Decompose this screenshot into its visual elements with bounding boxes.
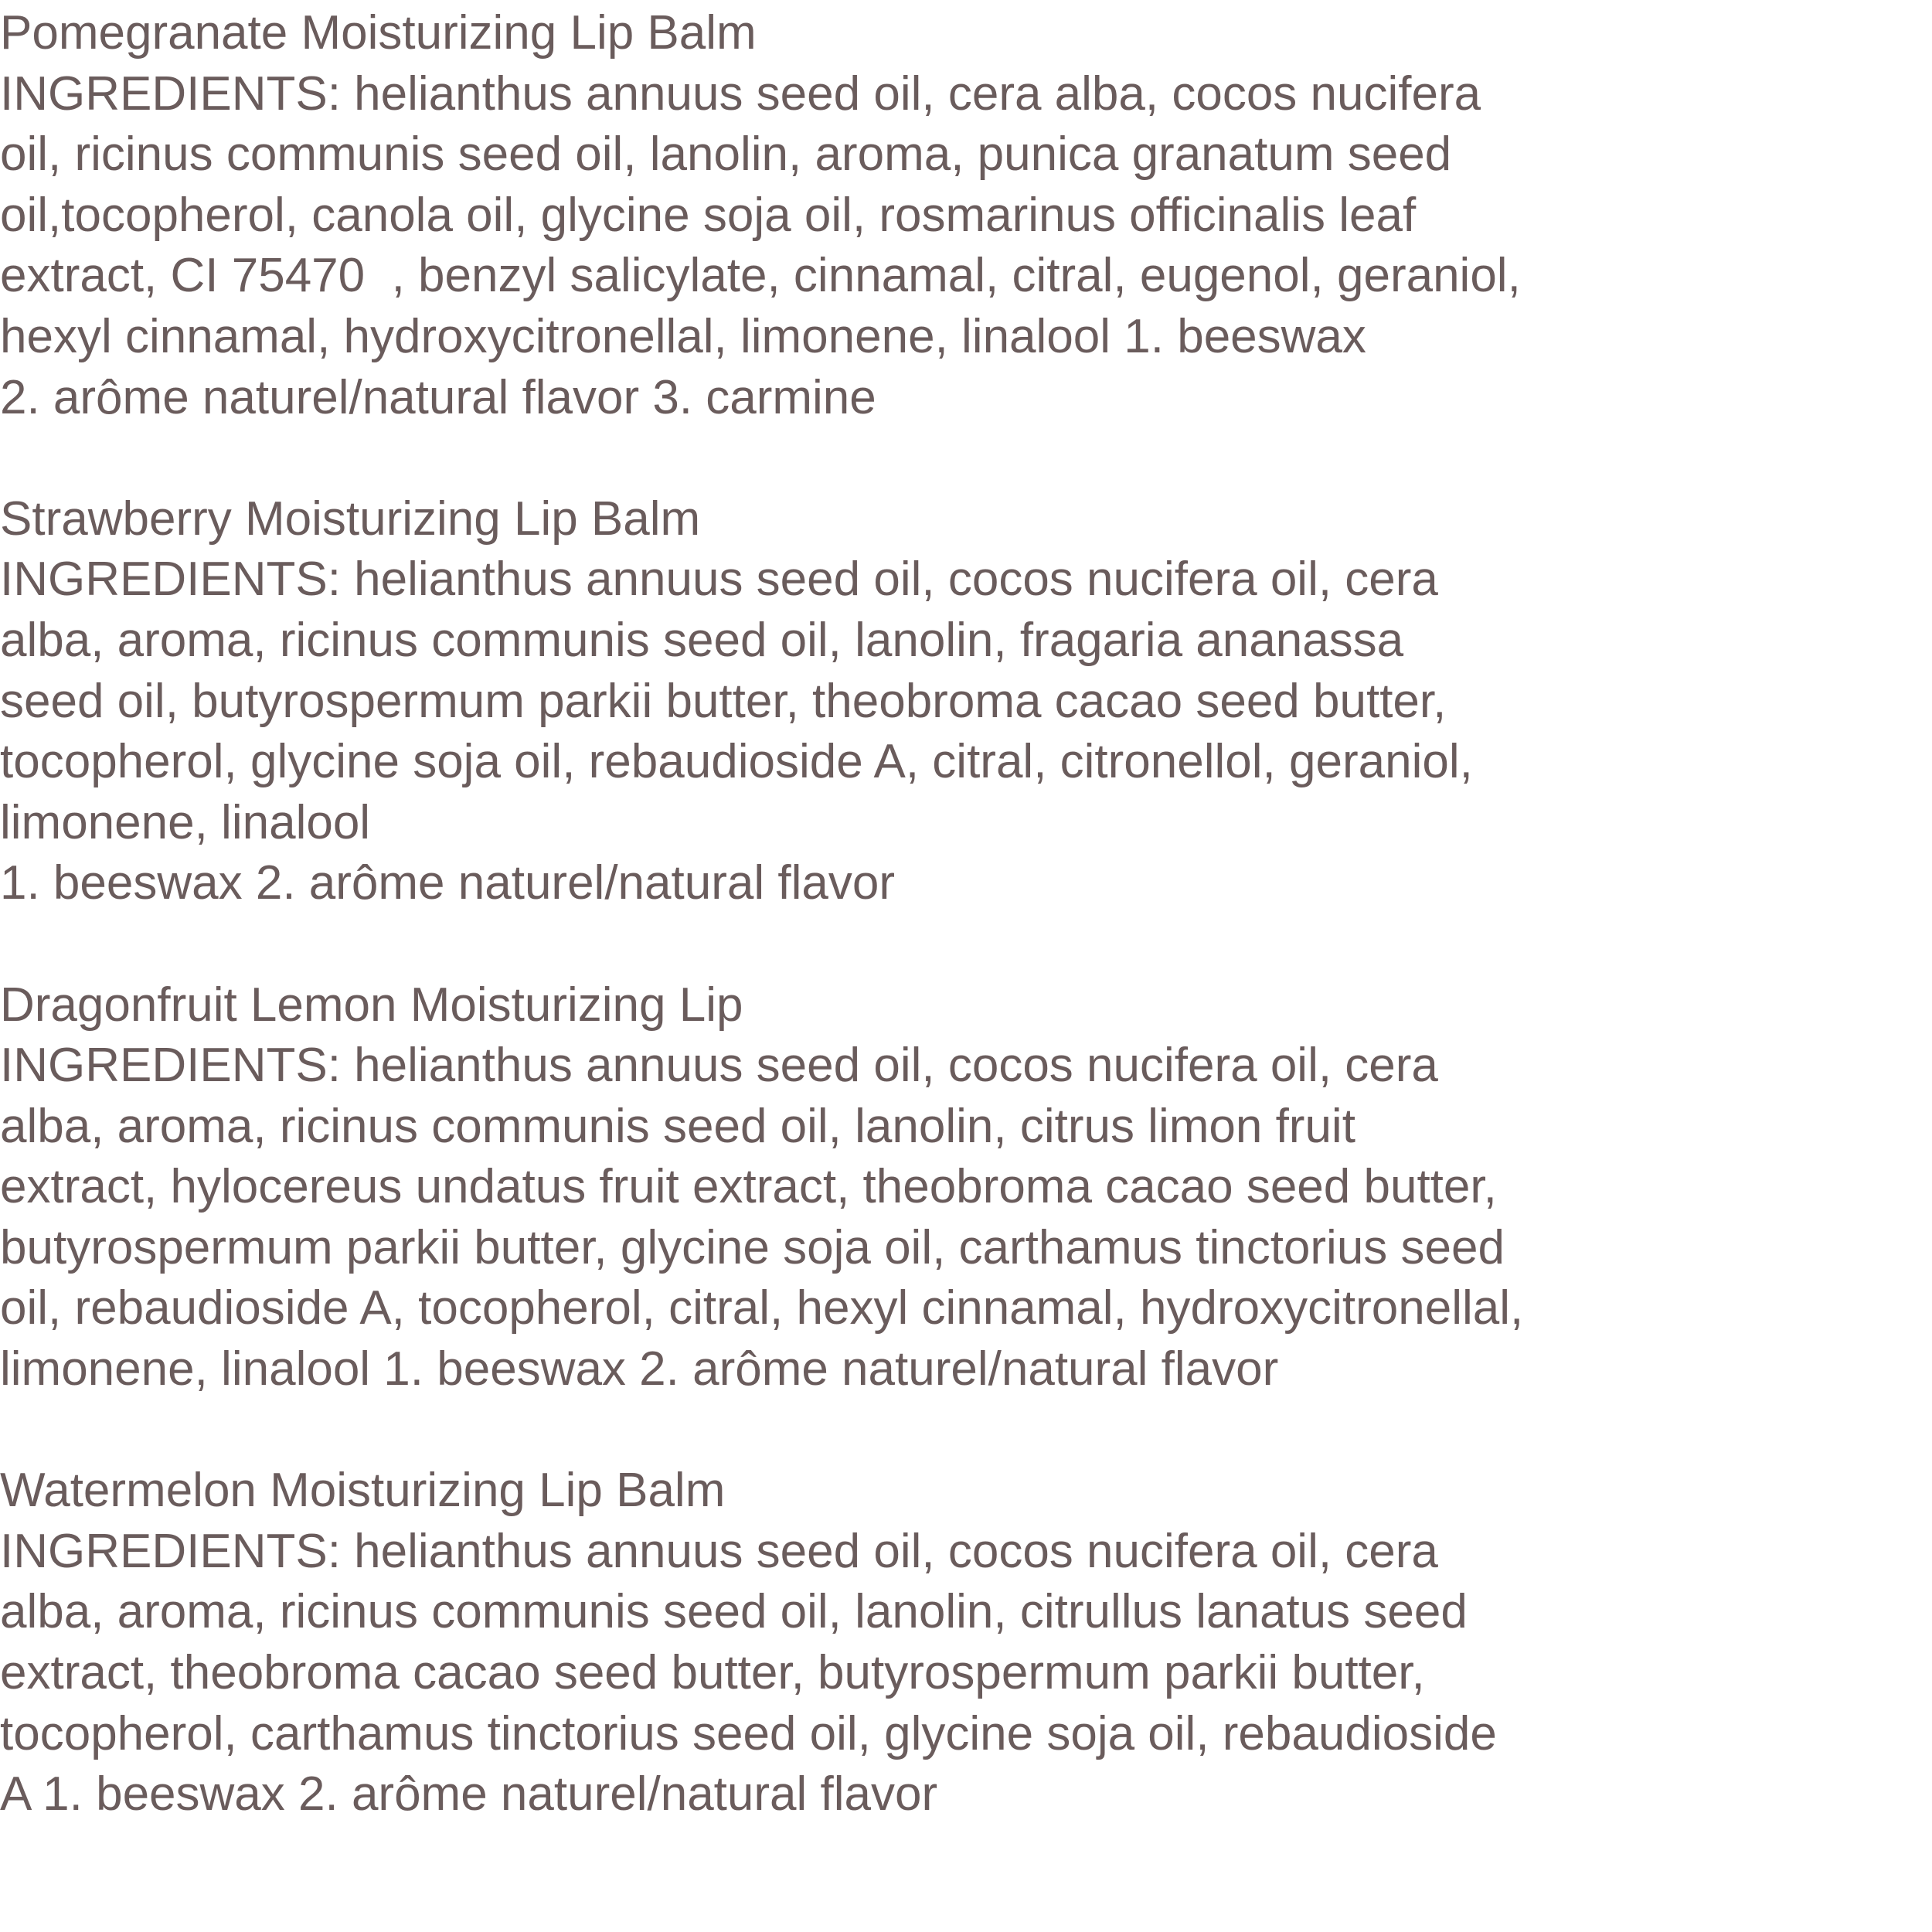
product-title: Pomegranate Moisturizing Lip Balm [0, 6, 757, 60]
ingredients-line: oil, rebaudioside A, tocopherol, citral, hexyl cinnamal, hydroxycitronellal, [0, 1281, 1524, 1335]
ingredients-line: extract, hylocereus undatus fruit extract, theobroma cacao seed butter, [0, 1160, 1497, 1214]
ingredients-line: oil,tocopherol, canola oil, glycine soja oil, rosmarinus officinalis leaf [0, 188, 1417, 242]
ingredients-line: alba, aroma, ricinus communis seed oil, lanolin, citrus limon fruit [0, 1099, 1355, 1153]
ingredients-line: INGREDIENTS: helianthus annuus seed oil, cocos nucifera oil, cera [0, 1039, 1438, 1093]
ingredients-line: tocopherol, glycine soja oil, rebaudioside A, citral, citronellol, geraniol, [0, 735, 1473, 789]
product-section-pomegranate [0, 3, 1932, 428]
ingredients-line: extract, CI 75470 , benzyl salicylate, cinnamal, citral, eugenol, geraniol, [0, 249, 1521, 303]
ingredients-line: extract, theobroma cacao seed butter, butyrospermum parkii butter, [0, 1646, 1425, 1700]
ingredients-line: hexyl cinnamal, hydroxycitronellal, limonene, linalool 1. beeswax [0, 309, 1366, 363]
ingredients-line: butyrospermum parkii butter, glycine soja oil, carthamus tinctorius seed [0, 1220, 1505, 1274]
product-section-dragonfruit-lemon [0, 975, 1932, 1400]
ingredients-line: seed oil, butyrospermum parkii butter, theobroma cacao seed butter, [0, 674, 1447, 728]
ingredients-document [0, 3, 1932, 1886]
product-section-watermelon [0, 1461, 1932, 1825]
ingredients-line: 1. beeswax 2. arôme naturel/natural flavor [0, 856, 895, 910]
product-title: Dragonfruit Lemon Moisturizing Lip [0, 978, 743, 1032]
ingredients-line: alba, aroma, ricinus communis seed oil, lanolin, fragaria ananassa [0, 613, 1404, 667]
ingredients-line: limonene, linalool [0, 795, 371, 849]
ingredients-line: INGREDIENTS: helianthus annuus seed oil, cera alba, cocos nucifera [0, 66, 1481, 121]
ingredients-line: oil, ricinus communis seed oil, lanolin, aroma, punica granatum seed [0, 128, 1452, 182]
ingredients-line: alba, aroma, ricinus communis seed oil, lanolin, citrullus lanatus seed [0, 1585, 1468, 1639]
product-section-strawberry [0, 489, 1932, 914]
ingredients-line: A 1. beeswax 2. arôme naturel/natural flavor [0, 1767, 938, 1821]
ingredients-line: INGREDIENTS: helianthus annuus seed oil, cocos nucifera oil, cera [0, 1524, 1438, 1578]
product-title: Watermelon Moisturizing Lip Balm [0, 1464, 726, 1518]
ingredients-line: limonene, linalool 1. beeswax 2. arôme naturel/natural flavor [0, 1342, 1279, 1396]
ingredients-line: tocopherol, carthamus tinctorius seed oil, glycine soja oil, rebaudioside [0, 1706, 1497, 1760]
ingredients-line: 2. arôme naturel/natural flavor 3. carmine [0, 370, 876, 424]
ingredients-line: INGREDIENTS: helianthus annuus seed oil, cocos nucifera oil, cera [0, 553, 1438, 607]
product-title: Strawberry Moisturizing Lip Balm [0, 492, 701, 546]
